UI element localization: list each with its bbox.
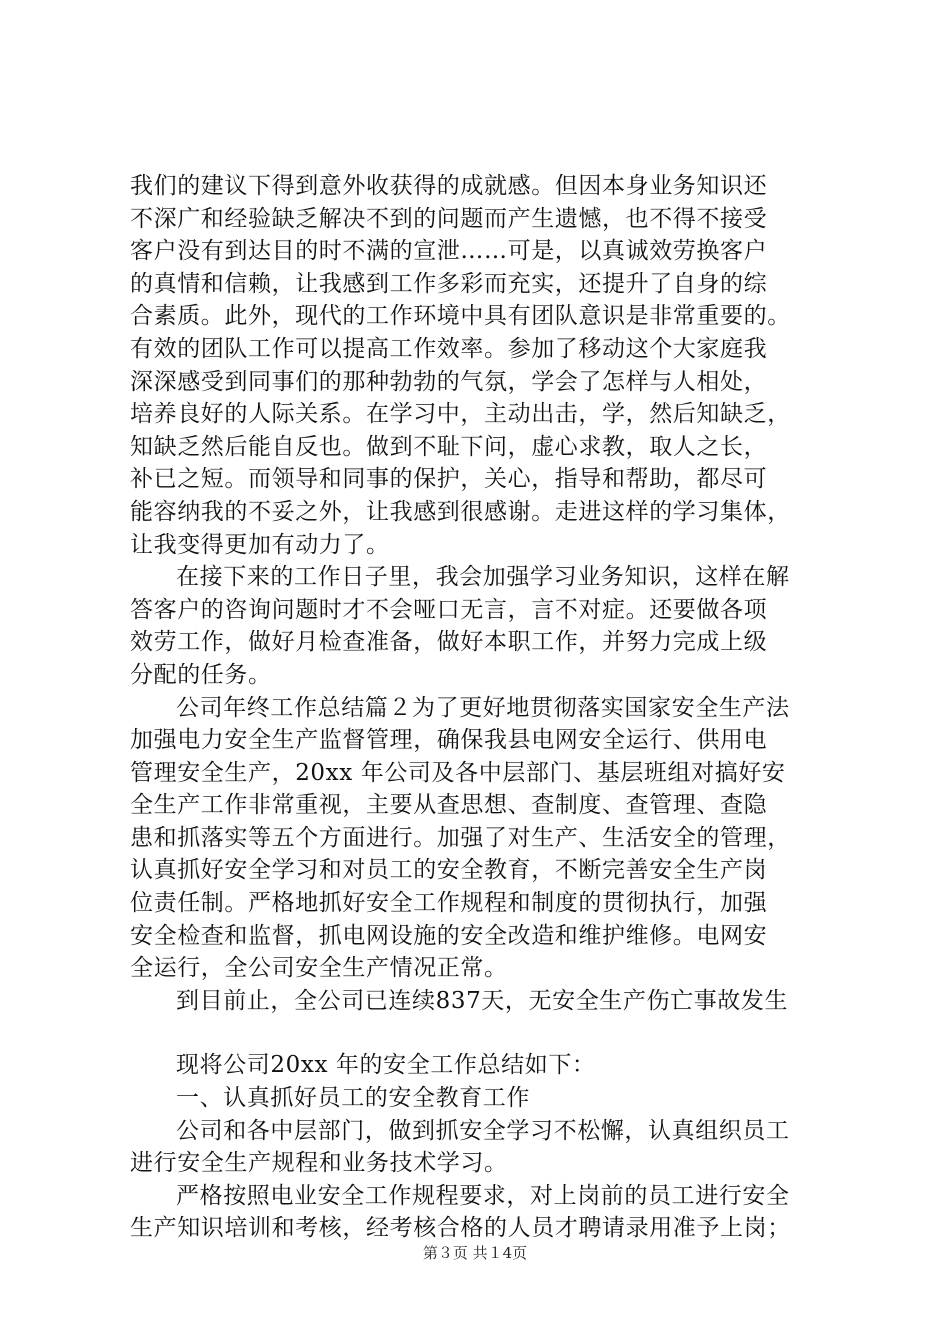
text-line: 生产知识培训和考核，经考核合格的人员才聘请录用准予上岗；	[130, 1215, 791, 1242]
text-line: 加强电力安全生产监督管理，确保我县电网安全运行、供用电	[130, 727, 768, 754]
text-line: 能容纳我的不妥之外，让我感到很感谢。走进这样的学习集体，	[130, 498, 791, 525]
text-line: 管理安全生产，20xx 年公司及各中层部门、基层班组对搞好安	[130, 759, 786, 786]
text-line: 的真情和信赖，让我感到工作多彩而充实，还提升了自身的综	[130, 270, 768, 297]
text-line: 让我变得更加有动力了。	[130, 531, 390, 558]
text-line: 客户没有到达目的时不满的宣泄……可是，以真诚效劳换客户	[130, 238, 768, 265]
text-line: 在接下来的工作日子里，我会加强学习业务知识，这样在解	[176, 564, 790, 591]
text-line: 分配的任务。	[130, 661, 272, 688]
text-line: 安全检查和监督，抓电网设施的安全改造和维护维修。电网安	[130, 922, 768, 949]
paragraph	[130, 1115, 840, 1180]
text-line: 不深广和经验缺乏解决不到的问题而产生遗憾，也不得不接受	[130, 205, 768, 232]
text-line: 全运行，全公司安全生产情况正常。	[130, 955, 508, 982]
paragraph	[130, 985, 840, 1018]
section-heading	[130, 1082, 840, 1115]
blank-line	[130, 1017, 840, 1049]
paragraph	[130, 170, 840, 561]
page-number-footer: 第３页 共１4页	[422, 1244, 528, 1262]
text-line: 一、认真抓好员工的安全教育工作	[176, 1085, 530, 1112]
paragraph	[130, 1049, 840, 1082]
text-line: 培养良好的人际关系。在学习中，主动出击，学，然后知缺乏，	[130, 401, 791, 428]
text-line: 现将公司20xx 年的安全工作总结如下：	[176, 1052, 596, 1079]
text-line: 进行安全生产规程和业务技术学习。	[130, 1150, 508, 1177]
text-line: 知缺乏然后能自反也。做到不耻下问，虚心求教，取人之长，	[130, 433, 768, 460]
text-line: 效劳工作，做好月检查准备，做好本职工作，并努力完成上级	[130, 629, 768, 656]
text-line: 补已之短。而领导和同事的保护，关心，指导和帮助，都尽可	[130, 466, 768, 493]
text-line: 答客户的咨询问题时才不会哑口无言，言不对症。还要做各项	[130, 596, 768, 623]
paragraph	[130, 561, 840, 691]
text-line: 位责任制。严格地抓好安全工作规程和制度的贯彻执行，加强	[130, 890, 768, 917]
text-line: 公司年终工作总结篇２为了更好地贯彻落实国家安全生产法	[176, 694, 790, 721]
text-line: 合素质。此外，现代的工作环境中具有团队意识是非常重要的。	[130, 303, 791, 330]
paragraph	[130, 692, 840, 985]
text-line: 公司和各中层部门，做到抓安全学习不松懈，认真组织员工	[176, 1117, 790, 1144]
text-line: 到目前止，全公司已连续837天，无安全生产伤亡事故发生	[176, 987, 789, 1014]
document-body	[130, 170, 840, 1245]
text-line: 我们的建议下得到意外收获得的成就感。但因本身业务知识还	[130, 173, 768, 199]
text-line: 有效的团队工作可以提高工作效率。参加了移动这个大家庭我	[130, 335, 768, 362]
text-line: 认真抓好安全学习和对员工的安全教育，不断完善安全生产岗	[130, 857, 768, 884]
text-line: 全生产工作非常重视，主要从查思想、查制度、查管理、查隐	[130, 792, 768, 819]
paragraph	[130, 1180, 840, 1245]
text-line: 深深感受到同事们的那种勃勃的气氛，学会了怎样与人相处，	[130, 368, 768, 395]
text-line: 患和抓落实等五个方面进行。加强了对生产、生活安全的管理，	[130, 824, 791, 851]
text-line: 严格按照电业安全工作规程要求，对上岗前的员工进行安全	[176, 1182, 790, 1209]
